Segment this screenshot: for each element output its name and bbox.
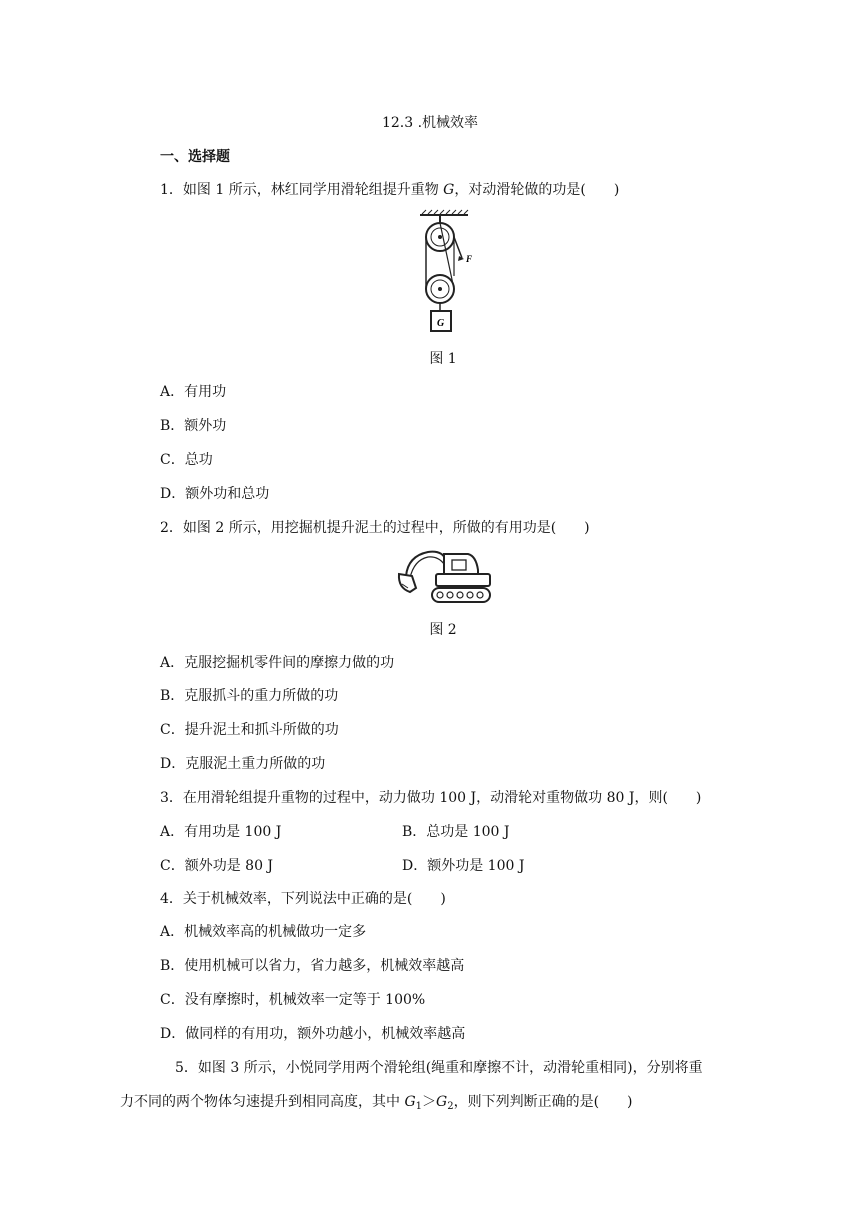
section-heading: 一、选择题	[160, 149, 230, 165]
question-2-option-b: B．克服抓斗的重力所做的功	[160, 688, 339, 704]
question-4-option-d: D．做同样的有用功，额外功越小，机械效率越高	[160, 1026, 466, 1042]
page-title: 12.3 .机械效率	[381, 115, 479, 131]
question-3-option-c: C．额外功是 80 J	[160, 858, 274, 874]
variable-g2-subscript: 2	[447, 1101, 454, 1112]
variable-g2: G	[436, 1094, 448, 1110]
question-5-stem-line-1: 5．如图 3 所示，小悦同学用两个滑轮组(绳重和摩擦不计，动滑轮重相同)，分别将重	[175, 1060, 703, 1076]
question-5-line-2-tail: ，则下列判断正确的是( )	[453, 1094, 633, 1110]
question-3-option-d: D．额外功是 100 J	[402, 858, 525, 874]
question-2-option-c: C．提升泥土和抓斗所做的功	[160, 722, 339, 738]
question-5-stem-line-2	[120, 1092, 633, 1117]
question-1-option-d: D．额外功和总功	[160, 486, 270, 502]
variable-g1: G	[404, 1094, 416, 1110]
question-4-option-a: A．机械效率高的机械做功一定多	[160, 924, 367, 940]
question-3-option-b: B．总功是 100 J	[402, 824, 510, 840]
question-3-option-a: A．有用功是 100 J	[160, 824, 282, 840]
figure-2-excavator-drawing	[394, 544, 494, 606]
question-3-stem: 3．在用滑轮组提升重物的过程中，动力做功 100 J，动滑轮对重物做功 80 J，则( )	[160, 790, 702, 806]
question-1-var-g: G	[443, 182, 455, 198]
question-4-option-b: B．使用机械可以省力，省力越多，机械效率越高	[160, 958, 465, 974]
question-2-stem: 2．如图 2 所示，用挖掘机提升泥土的过程中，所做的有用功是( )	[160, 520, 590, 536]
question-2-option-d: D．克服泥土重力所做的功	[160, 756, 326, 772]
variable-g1-subscript: 1	[415, 1101, 423, 1112]
question-1-option-c: C．总功	[160, 452, 213, 468]
question-1-option-b: B．额外功	[160, 418, 227, 434]
force-label-f: F	[466, 254, 473, 264]
question-4-option-c: C．没有摩擦时，机械效率一定等于 100%	[160, 992, 426, 1008]
figure-1-caption: 图 1	[429, 351, 457, 367]
question-1-option-a: A．有用功	[160, 384, 227, 400]
question-2-option-a: A．克服挖掘机零件间的摩擦力做的功	[160, 655, 395, 671]
question-4-stem: 4．关于机械效率，下列说法中正确的是( )	[160, 891, 446, 907]
question-1-stem-tail: ，对动滑轮做的功是( )	[454, 182, 620, 198]
weight-label-g: G	[437, 318, 445, 329]
question-1-stem-text: 1．如图 1 所示，林红同学用滑轮组提升重物	[160, 182, 444, 198]
figure-1-pulley-diagram	[412, 208, 478, 336]
greater-than-sign: ＞	[422, 1094, 437, 1110]
figure-2-caption: 图 2	[429, 622, 457, 638]
question-1-stem	[160, 180, 619, 200]
question-5-line-2-text: 力不同的两个物体匀速提升到相同高度，其中	[120, 1094, 405, 1110]
